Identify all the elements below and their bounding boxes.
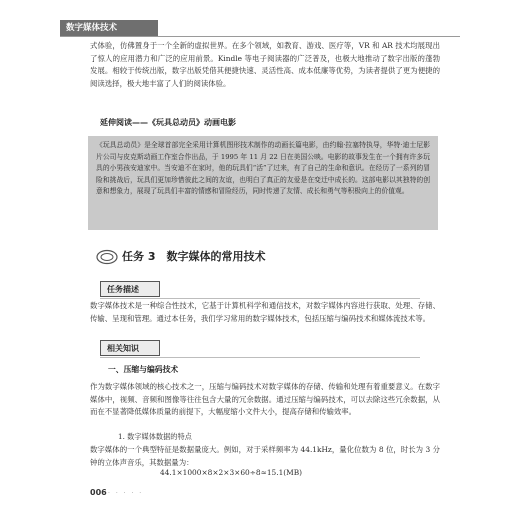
section-paragraph: 作为数字媒体领域的核心技术之一，压缩与编码技术对数字媒体的存储、传输和处理有着重要意义。在数字媒体中，视频、音频和图像等往往包含大量的冗余数据。通过压缩与编码技术，可以去除这些冗余数据，从而在不显著降低媒体质量的前提下，大幅度缩小文件大小，提高存储和传输效率。 [90,382,440,416]
list-paragraph: 数字媒体的一个典型特征是数据量庞大。例如，对于采样频率为 44.1kHz，量化位数为 8 位，时长为 3 分钟的立体声音乐，其数据量为： [90,445,440,467]
page-number: 006 [90,488,107,497]
related-knowledge-label: 相关知识 [100,340,160,356]
task-title: 任务 3 数字媒体的常用技术 [122,250,266,263]
list-heading: 1. 数字媒体数据的特点 [118,432,192,441]
task-description-divider [100,298,420,299]
page-dots: · · · · · [108,490,144,497]
extension-reading-title: 延伸阅读——《玩具总动员》动画电影 [100,118,236,127]
task-badge-icon [96,249,118,265]
header-divider [60,36,460,37]
task-description-label: 任务描述 [100,281,160,297]
section-title: 一、压缩与编码技术 [108,365,179,374]
related-knowledge-divider [100,357,420,358]
book-title-tab: 数字媒体技术 [60,20,158,36]
intro-paragraph: 式体验，仿佛置身于一个全新的虚拟世界。在多个领域，如教育、游戏、医疗等，VR 和 AR 技术均展现出了惊人的应用潜力和广泛的应用前景。Kindle 等电子阅读器的广泛普及，也极大地推动了数字出版的蓬勃发展。相较于传统出版，数字出版凭借其便捷快速、灵活性高、成本低廉等优势，为读者提供了更为便捷的阅读选择，极大地丰富了人们的阅读体验。 [90,41,440,88]
formula: 44.1×1000×8×2×3×60÷8≈15.1(MB) [160,468,303,477]
task-description-text: 数字媒体技术是一种综合性技术，它基于计算机科学和通信技术，对数字媒体内容进行获取、处理、存储、传输、呈现和管理。通过本任务，我们学习常用的数字媒体技术，包括压缩与编码技术和媒体流技术等。 [90,301,440,323]
extension-reading-text: 《玩具总动员》是全球首部完全采用计算机图形技术制作的动画长篇电影，由约翰·拉塞特执导，华特·迪士尼影片公司与皮克斯动画工作室合作出品，于 1995 年 11 月 22 日在美国公映。电影的故事发生在一个拥有许多玩具的小男孩安迪家中。当安迪不在家时，他的玩具们“活”了过来，有了自己的生命和意识。在经历了一系列的冒险和挑战后，玩具们更加珍惜彼此之间的友谊，也明白了真正的友爱是在变迁中成长的。这部电影以其独特的创意和想象力，展现了玩具们丰富的情感和冒险经历，同时传递了友情、成长和勇气等积极向上的价值观。 [96,141,430,196]
